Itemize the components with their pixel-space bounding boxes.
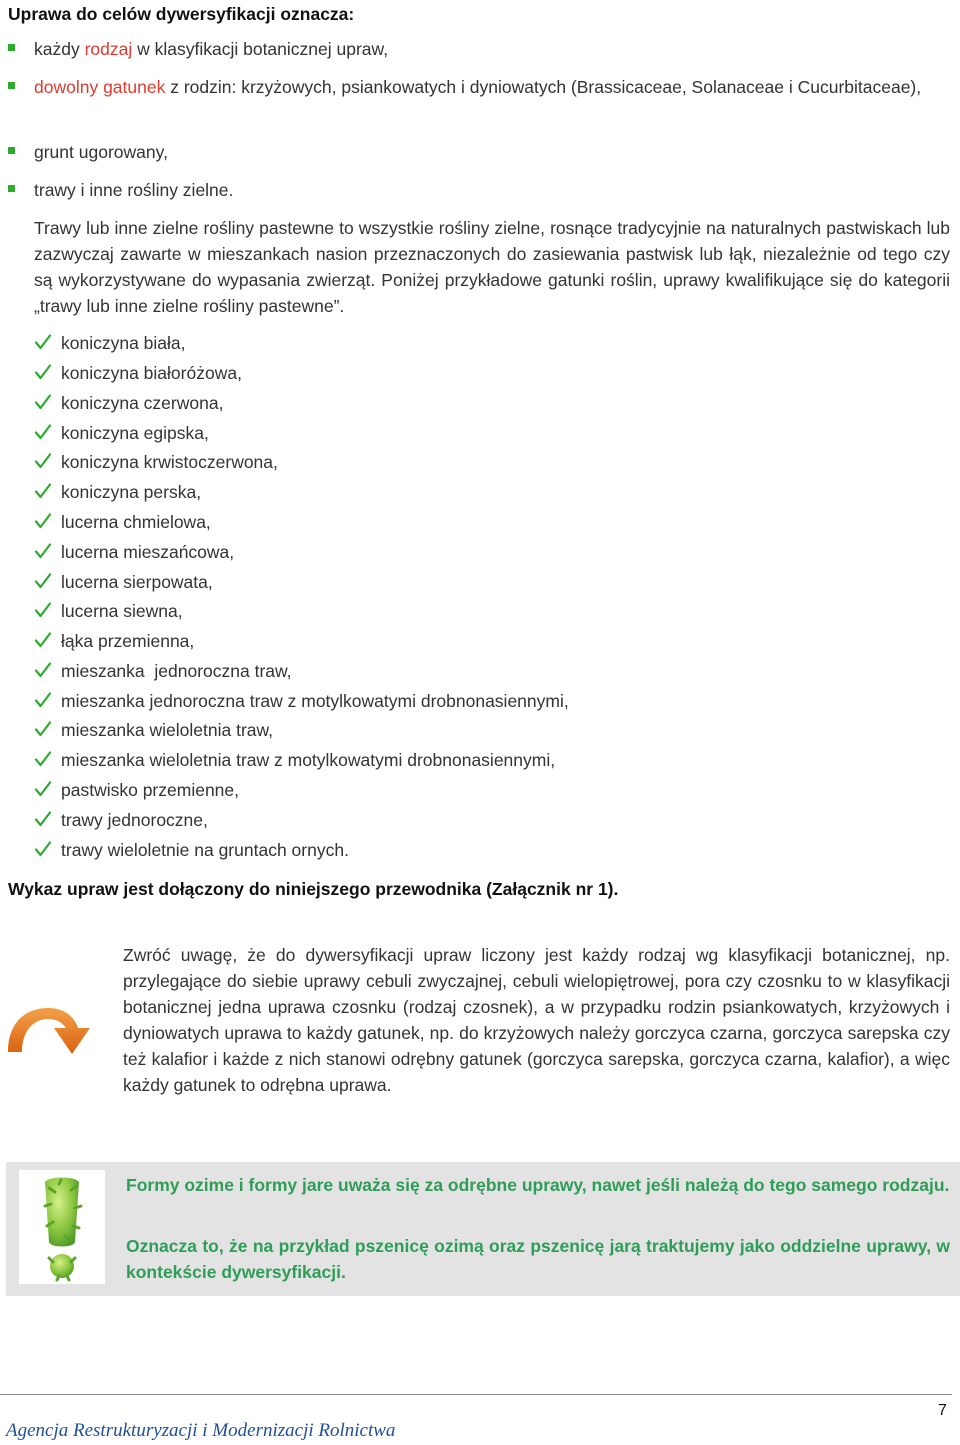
list-item: koniczyna perska, bbox=[34, 480, 201, 504]
checkmark-icon bbox=[34, 720, 52, 738]
list-item: koniczyna białoróżowa, bbox=[34, 361, 242, 385]
checkmark-icon bbox=[34, 393, 52, 411]
leafy-exclamation-icon bbox=[19, 1170, 105, 1284]
list-item-text: każdy rodzaj w klasyfikacji botanicznej upraw, bbox=[34, 39, 389, 59]
checkmark-icon bbox=[34, 572, 52, 590]
list-item: koniczyna egipska, bbox=[34, 421, 209, 445]
list-item: trawy jednoroczne, bbox=[34, 808, 208, 832]
exclamation-frame bbox=[19, 1170, 105, 1284]
square-bullet-icon bbox=[8, 147, 15, 154]
checkmark-icon bbox=[34, 423, 52, 441]
list-item bbox=[8, 75, 952, 100]
footer-divider bbox=[0, 1394, 952, 1395]
checkmark-icon bbox=[34, 780, 52, 798]
list-item-text: trawy i inne rośliny zielne. bbox=[34, 180, 234, 200]
callout-paragraph-2: Oznacza to, że na przykład pszenicę ozimą oraz pszenicę jarą traktujemy jako oddzielne uprawy, w kontekście dywersyfikacji. bbox=[126, 1236, 950, 1282]
checkmark-icon bbox=[34, 810, 52, 828]
section-heading: Uprawa do celów dywersyfikacji oznacza: bbox=[8, 4, 355, 24]
list-item: pastwisko przemienne, bbox=[34, 778, 239, 802]
list-item-text: dowolny gatunek z rodzin: krzyżowych, psiankowatych i dyniowatych (Brassicaceae, Solanaceae i Cucurbitaceae), bbox=[34, 77, 922, 97]
footer-agency-name: Agencja Restrukturyzacji i Modernizacji Rolnictwa bbox=[6, 1420, 396, 1441]
list-item: lucerna chmielowa, bbox=[34, 510, 211, 534]
list-item: łąka przemienna, bbox=[34, 629, 194, 653]
checkmark-icon bbox=[34, 482, 52, 500]
attention-note: Zwróć uwagę, że do dywersyfikacji upraw liczony jest każdy rodzaj wg klasyfikacji botanicznej, np. przylegające do siebie uprawy cebuli zwyczajnej, cebuli wielopiętrowej, pora czy czosnku to w klasyfikacji botanicznej jedna uprawa czosnku (rodzaj czosnek), a w przypadku rodzin psiankowatych, krzyżowych i dyniowatych uprawa to każdy gatunek, np. do krzyżowych należy gorczyca czarna, gorczyca sarepska czy też kalafior i każde z nich stanowi odrębny gatunek (gorczyca sarepska, gorczyca czarna, kalafior), a więc każdy gatunek to odrębna uprawa. bbox=[123, 945, 950, 1095]
list-item: koniczyna czerwona, bbox=[34, 391, 223, 415]
list-item: lucerna siewna, bbox=[34, 599, 183, 623]
checkmark-icon bbox=[34, 601, 52, 619]
checkmark-icon bbox=[34, 840, 52, 858]
list-item-text: grunt ugorowany, bbox=[34, 142, 168, 162]
checkmark-icon bbox=[34, 661, 52, 679]
checkmark-icon bbox=[34, 542, 52, 560]
square-bullet-icon bbox=[8, 82, 15, 89]
list-item: trawy wieloletnie na gruntach ornych. bbox=[34, 838, 349, 862]
list-item bbox=[8, 140, 952, 165]
callout-box bbox=[6, 1162, 960, 1296]
list-item bbox=[8, 37, 952, 62]
list-item: mieszanka wieloletnia traw z motylkowatymi drobnonasiennymi, bbox=[34, 748, 555, 772]
checkmark-icon bbox=[34, 512, 52, 530]
square-bullet-icon bbox=[8, 185, 15, 192]
list-item bbox=[8, 178, 952, 203]
grass-definition-paragraph: Trawy lub inne zielne rośliny pastewne to wszystkie rośliny zielne, rosnące tradycyjnie na naturalnych pastwiskach lub zazwyczaj zawarte w mieszankach nasion przeznaczonych do zasiewania pastwisk lub łąk, niezależnie od tego czy są wykorzystywane do wypasania zwierząt. Poniżej przykładowe gatunki roślin, uprawy kwalifikujące się do kategorii „trawy lub inne zielne rośliny pastewne”. bbox=[34, 218, 950, 316]
list-item: mieszanka wieloletnia traw, bbox=[34, 718, 273, 742]
page-number: 7 bbox=[938, 1402, 947, 1419]
list-item: koniczyna biała, bbox=[34, 331, 186, 355]
summary-statement: Wykaz upraw jest dołączony do niniejszego przewodnika (Załącznik nr 1). bbox=[8, 879, 619, 899]
list-item: mieszanka jednoroczna traw, bbox=[34, 659, 292, 683]
checkmark-icon bbox=[34, 631, 52, 649]
square-bullet-icon bbox=[8, 44, 15, 51]
list-item: lucerna sierpowata, bbox=[34, 570, 213, 594]
checkmark-icon bbox=[34, 691, 52, 709]
callout-paragraph-1: Formy ozime i formy jare uważa się za odrębne uprawy, nawet jeśli należą do tego samego rodzaju. bbox=[126, 1175, 950, 1195]
list-item: koniczyna krwistoczerwona, bbox=[34, 450, 278, 474]
curved-arrow-icon bbox=[6, 1002, 92, 1058]
checkmark-icon bbox=[34, 750, 52, 768]
checkmark-icon bbox=[34, 333, 52, 351]
checkmark-icon bbox=[34, 452, 52, 470]
list-item: lucerna mieszańcowa, bbox=[34, 540, 234, 564]
checkmark-icon bbox=[34, 363, 52, 381]
list-item: mieszanka jednoroczna traw z motylkowatymi drobnonasiennymi, bbox=[34, 689, 569, 713]
